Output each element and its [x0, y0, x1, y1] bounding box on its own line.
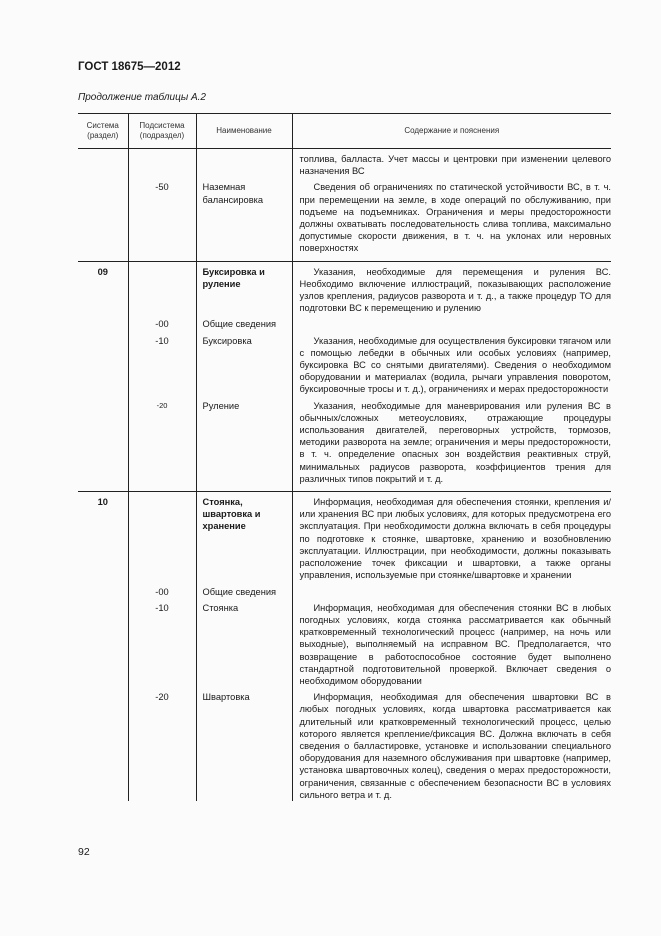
table-row	[78, 314, 611, 330]
cell-description	[292, 314, 611, 330]
cell-subsystem: -00	[128, 314, 196, 330]
content-table	[78, 113, 611, 801]
cell-name: Буксировка и руление	[196, 261, 292, 314]
header-name: Наименование	[196, 114, 292, 149]
header-description: Содержание и пояснения	[292, 114, 611, 149]
table-header-row	[78, 114, 611, 149]
cell-subsystem: -20	[128, 396, 196, 492]
table-row	[78, 492, 611, 582]
cell-subsystem	[128, 149, 196, 178]
table-row	[78, 582, 611, 598]
cell-subsystem: -10	[128, 331, 196, 396]
cell-description: Информация, необходимая для обеспечения швартовки ВС в любых погодных условиях, когда швартовка рассматривается как длительный или кратковременный технологический процесс, целью которого является крепление/фиксация ВС. Должна включать в себя сведения о балластировке, установке и использовании специального оборудования для наземного обслуживания при швартовке (например, установка швартовочных колец), сведения о мерах предосторожности, ограничения, связанные с обеспечением безопасности ВС в условиях сильного ветра и т. д.	[292, 687, 611, 801]
cell-system	[78, 149, 128, 178]
cell-system	[78, 582, 128, 598]
cell-description: топлива, балласта. Учет массы и центровки при изменении целевого назначения ВС	[292, 149, 611, 178]
table-row	[78, 598, 611, 687]
cell-name: Наземная балансировка	[196, 177, 292, 261]
table-row	[78, 149, 611, 178]
page-number: 92	[78, 846, 90, 858]
header-subsystem: Подсистема (подраздел)	[128, 114, 196, 149]
table-row	[78, 396, 611, 492]
table-row	[78, 331, 611, 396]
cell-description: Сведения об ограничениях по статической устойчивости ВС, в т. ч. при перемещении на земле, в ходе операций по обслуживанию, при подъеме на подъемниках. Ограничения и меры предосторожности должны охватывать последовательность слива топлива, максимально допустимые скорости движения, в т. ч. на уклонах или неровных поверхностях	[292, 177, 611, 261]
cell-name: Швартовка	[196, 687, 292, 801]
cell-system	[78, 331, 128, 396]
cell-description: Информация, необходимая для обеспечения стоянки ВС в любых погодных условиях, когда стоянка рассматривается как обычный кратковременный технологический процесс (например, на ночь или выходные), выполняемый на исправном ВС. Предполагается, что возвращение в работоспособное состояние будет выполнено стандартной подготовительной проверкой. Включает сведения о необходимом оборудовании	[292, 598, 611, 687]
cell-subsystem: -10	[128, 598, 196, 687]
table-caption: Продолжение таблицы А.2	[78, 92, 206, 103]
cell-description: Указания, необходимые для осуществления буксировки тягачом или с помощью лебедки в обычных или особых условиях (например, буксировка ВС со снятыми двигателями). Сведения о необходимом оборудовании и материалах (водила, рычаги управления поворотом, буксировочные тросы и т. д.), ограничениях и мерах предосторожности	[292, 331, 611, 396]
table-row	[78, 687, 611, 801]
cell-name: Общие сведения	[196, 314, 292, 330]
cell-description	[292, 582, 611, 598]
cell-system	[78, 687, 128, 801]
cell-system	[78, 396, 128, 492]
table-row	[78, 261, 611, 314]
cell-subsystem: -20	[128, 687, 196, 801]
cell-system	[78, 598, 128, 687]
table-row	[78, 177, 611, 261]
content-table-wrapper	[78, 113, 611, 801]
cell-subsystem: -50	[128, 177, 196, 261]
cell-subsystem	[128, 492, 196, 582]
cell-system: 10	[97, 497, 108, 508]
cell-name: Общие сведения	[196, 582, 292, 598]
cell-name: Стоянка, швартовка и хранение	[196, 492, 292, 582]
cell-subsystem: -00	[128, 582, 196, 598]
cell-subsystem	[128, 261, 196, 314]
cell-name: Руление	[196, 396, 292, 492]
header-system: Система (раздел)	[78, 114, 128, 149]
cell-name: Стоянка	[196, 598, 292, 687]
cell-system	[78, 177, 128, 261]
cell-name: Буксировка	[196, 331, 292, 396]
cell-description: Информация, необходимая для обеспечения стоянки, крепления и/или хранения ВС при любых условиях, для которых предусмотрена его эксплуатация. При необходимости должна включать в себя процедуры по подготовке к стоянке, швартовке, хранению и возобновлению эксплуатации. Иллюстрации, при необходимости, должны показывать расположение точек фиксации и швартовки, а также органы управления, используемые при стоянке/швартовке и хранении	[292, 492, 611, 582]
cell-system: 09	[97, 266, 108, 277]
cell-system	[78, 314, 128, 330]
cell-description: Указания, необходимые для перемещения и руления ВС. Необходимо включение иллюстраций, показывающих расположение узлов крепления, радиусов разворота и т. д., а также процедур ТО для подготовки ВС к перемещению и рулению	[292, 261, 611, 314]
cell-name	[196, 149, 292, 178]
cell-description: Указания, необходимые для маневрирования или руления ВС в обычных/сложных метеоусловиях, отражающие процедуры использования двигателей, переговорных устройств, тормозов, методики разворота на земле; ограничения и меры предосторожности, в т. ч. определение опасных зон воздействия реактивных струй, минимальных радиусов разворота, коэффициентов трения для различных типов покрытий и т. д.	[292, 396, 611, 492]
document-header: ГОСТ 18675—2012	[78, 61, 181, 73]
